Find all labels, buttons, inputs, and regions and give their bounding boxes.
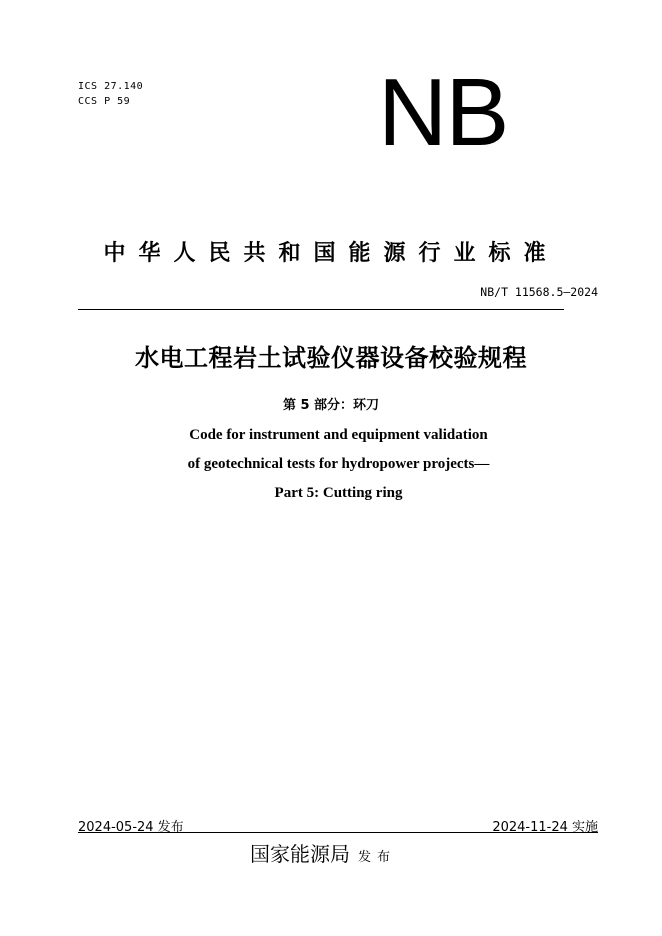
header-divider — [78, 309, 564, 310]
implement-date: 2024-11-24 实施 — [492, 820, 598, 835]
document-title-chinese: 水电工程岩土试验仪器设备校验规程 — [135, 344, 527, 372]
nb-logo: NB — [378, 59, 508, 166]
issuer-name: 国家能源局 — [250, 842, 350, 866]
part-title-chinese: 第 5 部分：环刀 — [282, 398, 380, 413]
standard-type-heading: 中华人民共和国能源行业标准 — [103, 241, 559, 266]
publish-date: 2024-05-24 发布 — [78, 820, 184, 835]
document-title-english — [0, 421, 662, 508]
classification-codes — [78, 79, 143, 109]
ccs-code: CCS P 59 — [78, 96, 131, 107]
issuer-block — [250, 838, 396, 867]
footer-divider — [78, 832, 598, 833]
english-title-line-3: Part 5: Cutting ring — [274, 485, 403, 501]
issue-label: 发布 — [358, 850, 397, 865]
ics-code: ICS 27.140 — [78, 81, 144, 92]
english-title-line-1: Code for instrument and equipment validation — [189, 427, 488, 443]
english-title-line-2: of geotechnical tests for hydropower projects— — [187, 456, 490, 472]
standard-number: NB/T 11568.5—2024 — [480, 285, 598, 299]
